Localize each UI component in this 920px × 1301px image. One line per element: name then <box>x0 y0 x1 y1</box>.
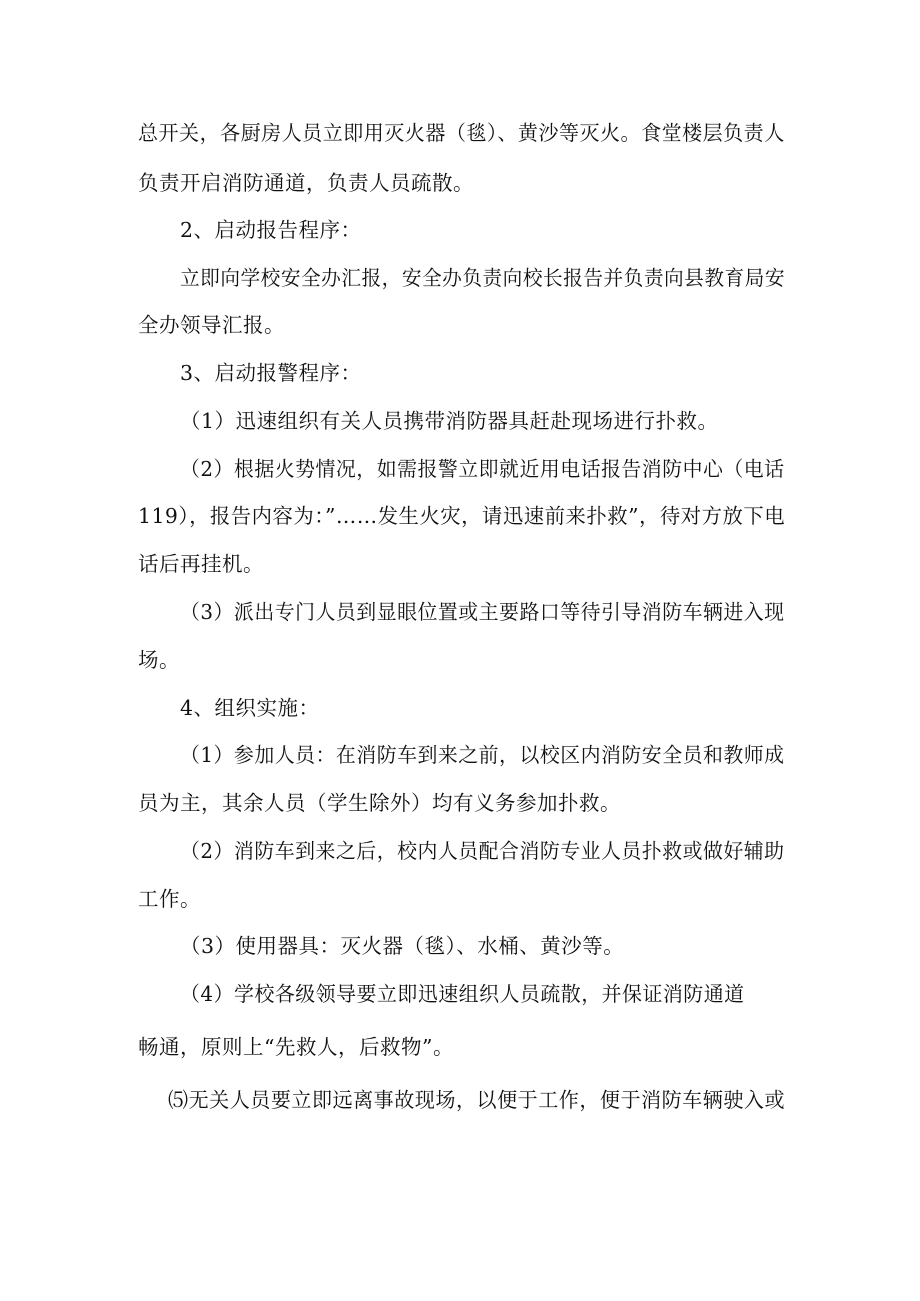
section-heading: 3、启动报警程序： <box>180 361 362 385</box>
text-line: 场。 <box>138 648 180 672</box>
text-line: ⑸无关人员要立即远离事故现场，以便于工作，便于消防车辆驶入或 <box>168 1088 786 1112</box>
text-line: （2）消防车到来之后，校内人员配合消防专业人员扑救或做好辅助 <box>180 839 785 863</box>
text-line: 119），报告内容为：”……发生火灾，请迅速前来扑救”，待对方放下电 <box>138 504 786 528</box>
text-line: 立即向学校安全办汇报，安全办负责向校长报告并负责向县教育局安 <box>180 266 785 290</box>
text-line: 全办领导汇报。 <box>138 313 285 337</box>
text-line: 畅通，原则上“先救人，后救物”。 <box>138 1035 454 1059</box>
text-line: （3）派出专门人员到显眼位置或主要路口等待引导消防车辆进入现 <box>180 600 785 624</box>
text-line: （1）迅速组织有关人员携带消防器具赶赴现场进行扑救。 <box>180 409 719 433</box>
text-line: （1）参加人员：在消防车到来之前，以校区内消防安全员和教师成 <box>180 743 785 767</box>
section-heading: 2、启动报告程序： <box>180 218 362 242</box>
text-line: 负责开启消防通道，负责人员疏散。 <box>138 171 474 195</box>
section-heading: 4、组织实施： <box>180 696 320 720</box>
text-line: （2）根据火势情况，如需报警立即就近用电话报告消防中心（电话 <box>180 457 785 481</box>
text-line: （4）学校各级领导要立即迅速组织人员疏散，并保证消防通道 <box>180 982 745 1006</box>
text-line: （3）使用器具：灭火器（毯）、水桶、黄沙等。 <box>180 934 625 958</box>
text-line: 工作。 <box>138 887 201 911</box>
text-line: 总开关，各厨房人员立即用灭火器（毯）、黄沙等灭火。食堂楼层负责人 <box>138 121 785 145</box>
text-line: 员为主，其余人员（学生除外）均有义务参加扑救。 <box>138 791 621 815</box>
text-line: 话后再挂机。 <box>138 552 264 576</box>
